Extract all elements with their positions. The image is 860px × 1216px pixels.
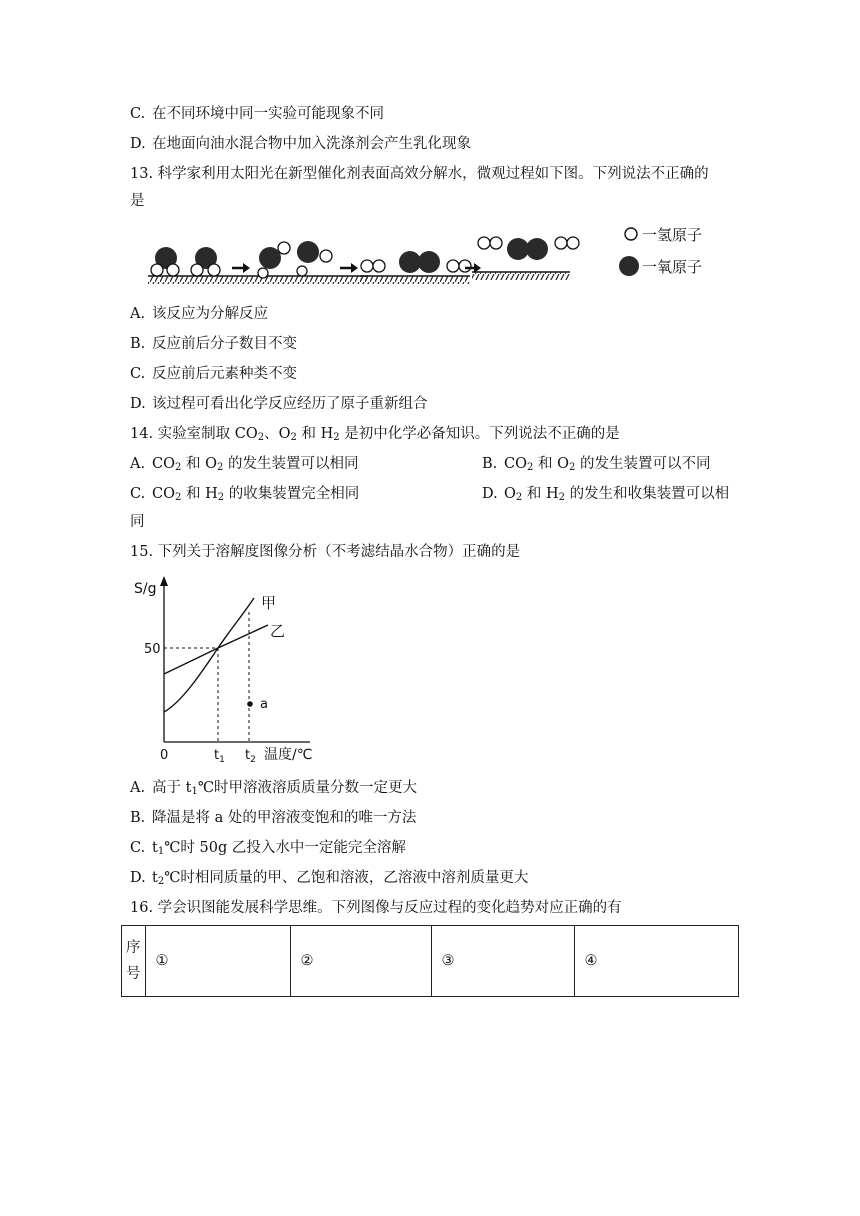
q16-stem: 16. 学会识图能发展科学思维。下列图像与反应过程的变化趋势对应正确的有 (130, 900, 622, 916)
y-axis-arrow-icon (160, 576, 168, 586)
surface-1 (148, 276, 368, 284)
legend-oxygen: 一氧原子 (642, 258, 703, 276)
table-cell-4: ④ (574, 926, 739, 997)
series-yi-curve (164, 625, 268, 674)
legend (619, 226, 702, 276)
series-yi-label: 乙 (270, 622, 286, 640)
water-molecule (191, 247, 220, 276)
q13-option-b: B. 反应前后分子数目不变 (130, 336, 297, 352)
q13-stem: 13. 科学家利用太阳光在新型催化剂表面高效分解水，微观过程如下图。下列说法不正确的 (130, 166, 709, 182)
q14-option-d-wrap: 同 (130, 514, 145, 530)
q14-option-a: A. $CO_2$ 和 $O_2$ 的发生装置可以相同 (130, 456, 359, 473)
q12-option-c: C. 在不同环境中同一实验可能现象不同 (130, 106, 384, 122)
q16-table (121, 925, 739, 997)
q15-stem: 15. 下列关于溶解度图像分析（不考滤结晶水合物）正确的是 (130, 544, 521, 560)
q15-option-a: A. 高于 $t_1℃$时甲溶液溶质质量分数一定更大 (130, 780, 418, 797)
q15-option-c: C. $t_1℃$时 50g 乙投入水中一定能完全溶解 (130, 840, 406, 857)
series-jia-curve (164, 598, 254, 712)
q13-option-c: C. 反应前后元素种类不变 (130, 366, 297, 382)
series-jia-label: 甲 (261, 594, 277, 612)
table-cell-1: ① (145, 926, 290, 997)
q15-option-b: B. 降温是将 a 处的甲溶液变饱和的唯一方法 (130, 810, 417, 826)
q14-option-b: B. $CO_2$ 和 $O_2$ 的发生装置可以不同 (482, 456, 711, 473)
q14-option-d: D. $O_2$ 和 $H_2$ 的发生和收集装置可以相 (482, 486, 730, 503)
q13-option-a: A. 该反应为分解反应 (130, 306, 268, 322)
surface-4 (472, 237, 579, 280)
x-tick-t1: $t_1$ (214, 748, 225, 765)
q15-solubility-chart (130, 572, 330, 768)
table-cell-2: ② (290, 926, 431, 997)
split-atoms (258, 241, 332, 278)
q13-stem-wrap: 是 (130, 193, 145, 209)
y-axis-label: S/g (134, 581, 157, 597)
point-a-label: a (260, 697, 268, 712)
origin-label: 0 (160, 748, 169, 763)
arrow-icon (340, 263, 358, 273)
x-tick-t2: $t_2$ (245, 748, 256, 765)
q14-stem: 14. 实验室制取 $CO_2$、$O_2$ 和 $H_2$ 是初中化学必备知识。下列说法不正确的是 (130, 426, 620, 443)
table-row (122, 926, 739, 997)
q13-reaction-diagram (140, 218, 740, 294)
y-tick-50: 50 (144, 642, 161, 657)
table-header-cell: 序 号 (122, 926, 146, 997)
table-cell-3: ③ (431, 926, 574, 997)
x-axis-label: 温度/℃ (264, 747, 313, 763)
q12-option-d: D. 在地面向油水混合物中加入洗涤剂会产生乳化现象 (130, 136, 471, 152)
legend-hydrogen: 一氢原子 (642, 226, 703, 244)
q14-option-c: C. $CO_2$ 和 $H_2$ 的收集装置完全相同 (130, 486, 360, 503)
q13-option-d: D. 该过程可看出化学反应经历了原子重新组合 (130, 396, 428, 412)
surface-3 (360, 251, 471, 284)
water-molecule (151, 247, 179, 276)
point-a (247, 701, 253, 707)
q15-option-d: D. $t_2℃$时相同质量的甲、乙饱和溶液，乙溶液中溶剂质量更大 (130, 870, 529, 887)
arrow-icon (232, 263, 250, 273)
